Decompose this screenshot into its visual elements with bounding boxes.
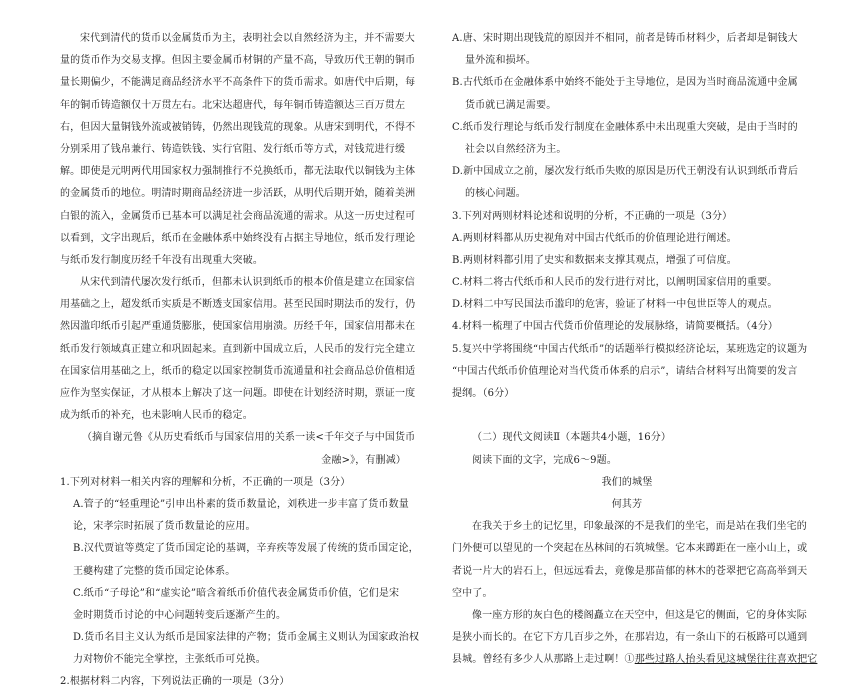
line-text: 解。即使是元明两代用国家权力强制推行不兑换纸币，都无法取代以铜钱为主体 bbox=[60, 166, 416, 178]
text-line bbox=[60, 405, 420, 427]
text-line bbox=[452, 450, 802, 472]
line-text: 的金属货币的地位。明清时期商品经济进一步活跃，从明代后期开始，随着美洲 bbox=[60, 188, 416, 200]
line-text: 用基础之上，超发纸币实质是不断透支国家信用。甚至民国时期法币的发行，仍 bbox=[60, 299, 416, 311]
text-line bbox=[452, 183, 802, 205]
line-text: C.纸币“子母论”和“虚实论”暗含着纸币价值代表金属货币价值，它们是宋 bbox=[73, 587, 400, 599]
text-line bbox=[452, 649, 818, 671]
line-text: 量长期偏少，不能满足商品经济水平不高条件下的货币需求。如唐代中后期，每 bbox=[60, 77, 416, 89]
text-line bbox=[452, 472, 802, 494]
text-line bbox=[452, 605, 807, 627]
right-column bbox=[452, 28, 818, 671]
text-line bbox=[60, 627, 420, 649]
line-text: 1.下列对材料一相关内容的理解和分析，不正确的一项是（3分） bbox=[60, 476, 351, 488]
line-text: 3.下列对两则材料论述和说明的分析，不正确的一项是（3分） bbox=[452, 210, 733, 222]
text-line bbox=[60, 139, 420, 161]
line-text: 我们的城堡 bbox=[601, 476, 653, 488]
text-line bbox=[60, 649, 420, 671]
text-line bbox=[60, 161, 420, 183]
text-line bbox=[452, 494, 802, 516]
line-text: A.唐、宋时期出现钱荒的原因并不相同，前者是铸币材料少，后者却是铜钱大 bbox=[452, 33, 798, 44]
text-line bbox=[60, 427, 420, 449]
line-text: 纸币发行领域真正建立和巩固起来。直到新中国成立后，人民币的发行完全建立 bbox=[60, 343, 416, 355]
text-line bbox=[60, 183, 420, 205]
text-line bbox=[452, 427, 802, 449]
text-line bbox=[60, 272, 420, 294]
text-line bbox=[60, 228, 420, 250]
line-text: D.货币名目主义认为纸币是国家法律的产物；货币金属主义则认为国家政治权 bbox=[73, 632, 420, 644]
line-text: 县城。曾经有多少人从那路上走过啊！① bbox=[452, 654, 635, 666]
line-text: 然因滥印纸币引起严重通货膨胀，使国家信用崩溃。历经千年，国家信用都未在 bbox=[60, 321, 416, 333]
line-text: 像一座方形的灰白色的楼阁矗立在天空中，但这是它的侧面，它的身体实际 bbox=[472, 609, 807, 621]
line-text: 门外便可以望见的一个突起在丛林间的石筑城堡。它本来蹲距在一座小山上，或 bbox=[452, 543, 808, 555]
text-line bbox=[452, 294, 802, 316]
line-text: 社会以自然经济为主。 bbox=[465, 143, 567, 155]
line-text: 者说一片大的岩石上，但远远看去，竟像是那苗郁的林木的苍翠把它高高举到天 bbox=[452, 565, 808, 577]
text-line bbox=[60, 339, 420, 361]
line-text: “中国古代纸币价值理论对当代货币体系的启示”，请结合材料写出简要的发言 bbox=[452, 365, 798, 377]
line-text: （二）现代文阅读Ⅱ（本题共4小题，16分） bbox=[472, 432, 672, 444]
line-text: 应作为坚实保证，才从根本上解决了这一问题。即使在计划经济时期，票证一度 bbox=[60, 388, 416, 399]
line-text: A.管子的“轻重理论”引申出朴素的货币数量论，刘秩进一步丰富了货币数量 bbox=[73, 498, 409, 510]
line-text: 与纸币发行制度历经千年没有出现重大突破。 bbox=[60, 254, 263, 266]
text-line bbox=[60, 605, 420, 627]
text-line bbox=[60, 450, 420, 472]
line-text: C.材料二将古代纸币和人民币的发行进行对比，以阐明国家信用的重要。 bbox=[452, 277, 778, 289]
text-line bbox=[60, 250, 420, 272]
line-text: 量的货币作为交易支撑。但因主要金属币材铜的产量不高，导致历代王朝的铜币 bbox=[60, 55, 416, 67]
text-line bbox=[452, 139, 802, 161]
text-line bbox=[452, 72, 802, 94]
text-line bbox=[452, 28, 802, 50]
line-text: 宋代到清代的货币以金属货币为主，表明社会以自然经济为主，并不需要大 bbox=[80, 33, 415, 44]
text-line bbox=[60, 383, 420, 405]
text-line bbox=[452, 272, 802, 294]
text-line bbox=[452, 538, 808, 560]
line-text: 王夔构建了完整的货币国定论体系。 bbox=[73, 565, 236, 577]
line-text: 白银的流入，金属货币已基本可以满足社会商品流通的需求。从这一历史过程可 bbox=[60, 210, 416, 222]
text-line bbox=[452, 50, 802, 72]
line-text: 提纲。（6分） bbox=[452, 388, 515, 399]
text-line bbox=[60, 294, 420, 316]
line-text: 分别采用了钱帛兼行、铸造铁钱、实行官阻、发行纸币等方式，对钱荒进行缓 bbox=[60, 143, 406, 155]
line-text: 是狭小而长的。在它下方几百步之外，在那岩边，有一条山下的石板路可以通到 bbox=[452, 632, 808, 644]
line-text: D.材料二中写民国法币滥印的危害，验证了材料一中包世臣等人的观点。 bbox=[452, 299, 778, 311]
line-text: B.古代纸币在金融体系中始终不能处于主导地位，是因为当时商品流通中金属 bbox=[452, 77, 798, 89]
question-line bbox=[452, 339, 808, 361]
line-text: 在我关于乡土的记忆里，印象最深的不是我们的坐宅，而是站在我们坐宅的 bbox=[472, 521, 807, 533]
question-line bbox=[452, 316, 802, 338]
text-line bbox=[60, 538, 420, 560]
question-line bbox=[452, 206, 802, 228]
line-text: 空中了。 bbox=[452, 587, 493, 599]
text-line bbox=[60, 50, 420, 72]
text-line bbox=[452, 383, 802, 405]
line-text: 力对物价不能完全掌控，主张纸币可兑换。 bbox=[73, 654, 266, 666]
text-line bbox=[60, 28, 420, 50]
line-text: 何其芳 bbox=[611, 498, 643, 510]
text-line bbox=[452, 228, 802, 250]
text-line bbox=[60, 95, 420, 117]
text-line bbox=[452, 95, 802, 117]
line-text: C.纸币发行理论与纸币发行制度在金融体系中未出现重大突破，是由于当时的 bbox=[452, 121, 798, 133]
line-text: 金融>》，有删减） bbox=[321, 454, 406, 466]
line-text: 4.材料一梳理了中国古代货币价值理论的发展脉络，请简要概括。（4分） bbox=[452, 321, 779, 333]
line-text: 阅读下面的文字，完成6～9题。 bbox=[472, 454, 617, 466]
line-text: B.汉代贾谊等奠定了货币国定论的基调，辛弃疾等发展了传统的货币国定论， bbox=[73, 543, 419, 555]
line-text: 在国家信用基础之上，纸币的稳定以国家控制货币流通量和社会商品总价值相适 bbox=[60, 365, 416, 377]
line-text: 论，宋孝宗时拓展了货币数量论的应用。 bbox=[73, 521, 256, 533]
text-line bbox=[452, 561, 808, 583]
line-text: D.新中国成立之前，屡次发行纸币失败的原因是历代王朝没有认识到纸币背后 bbox=[452, 166, 799, 178]
text-line bbox=[452, 516, 807, 538]
line-text: 量外流和损坏。 bbox=[465, 55, 537, 67]
text-line bbox=[452, 627, 808, 649]
line-text: 货币就已满足需要。 bbox=[465, 99, 557, 111]
line-text: 的核心问题。 bbox=[465, 188, 526, 200]
question-line bbox=[60, 472, 420, 494]
line-text: 5.复兴中学将围绕“中国古代纸币”的话题举行模拟经济论坛，某班选定的议题为 bbox=[452, 343, 808, 355]
text-line bbox=[60, 583, 420, 605]
text-line bbox=[452, 250, 802, 272]
text-line bbox=[60, 206, 420, 228]
line-text: 以看到，文字出现后，纸币在金融体系中始终没有占据主导地位，纸币发行理论 bbox=[60, 232, 416, 244]
text-line bbox=[60, 316, 420, 338]
text-line bbox=[452, 583, 802, 605]
left-column bbox=[60, 28, 420, 694]
line-text: 年的铜币铸造额仅十万贯左右。北宋达超唐代，每年铜币铸造额达三百万贯左 bbox=[60, 99, 406, 111]
line-text: 从宋代到清代屡次发行纸币，但都未认识到纸币的根本价值是建立在国家信 bbox=[80, 277, 415, 289]
underlined-sentence: 那些过路人抬头看见这城堡往往喜欢把它 bbox=[634, 654, 818, 666]
line-text: 右，但因大量铜钱外流或被销铸，仍然出现钱荒的现象。从唐宋到明代，不得不 bbox=[60, 121, 416, 133]
line-text: A.两则材料都从历史视角对中国古代纸币的价值理论进行阐述。 bbox=[452, 232, 737, 244]
text-line bbox=[60, 72, 420, 94]
line-text: 成为纸币的补充，也未影响人民币的稳定。 bbox=[60, 410, 253, 422]
text-line bbox=[452, 161, 802, 183]
text-line bbox=[452, 117, 802, 139]
text-line bbox=[60, 117, 420, 139]
text-line bbox=[452, 405, 802, 427]
line-text: 2.根据材料二内容，下列说法正确的一项是（3分） bbox=[60, 676, 290, 688]
text-line bbox=[60, 494, 420, 516]
line-text: B.两则材料都引用了史实和数据来支撑其观点，增强了可信度。 bbox=[452, 254, 737, 266]
question-line bbox=[60, 671, 420, 693]
text-line bbox=[60, 361, 420, 383]
line-text: （摘自谢元鲁《从历史看纸币与国家信用的关系一读<千年交子与中国货币 bbox=[82, 432, 416, 444]
text-line bbox=[60, 516, 420, 538]
line-text: 金时期货币讨论的中心问题转变后逐渐产生的。 bbox=[73, 609, 287, 621]
text-line bbox=[452, 361, 802, 383]
text-line bbox=[60, 561, 420, 583]
